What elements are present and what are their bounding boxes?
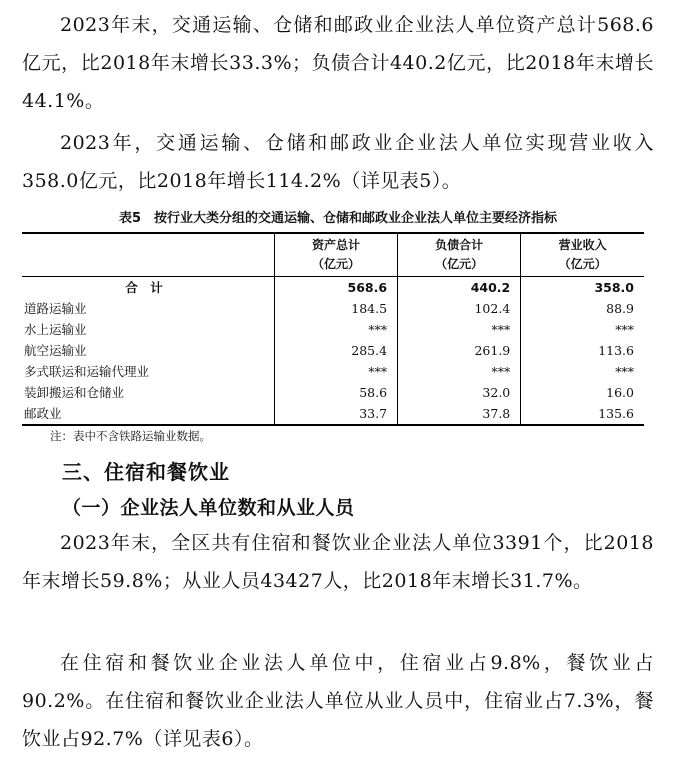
row-name: 航空运输业 xyxy=(24,343,87,358)
header-revenue xyxy=(521,233,644,277)
table-note: 注：表中不含铁路运输业数据。 xyxy=(50,429,211,443)
header-assets-label: 资产总计 xyxy=(311,238,360,252)
cell-liabilities: 102.4 xyxy=(398,298,521,319)
economic-indicators-table xyxy=(22,232,644,426)
row-name: 道路运输业 xyxy=(24,301,87,316)
cell-assets: 58.6 xyxy=(274,382,397,403)
header-assets-unit: （亿元） xyxy=(311,257,360,271)
cell-revenue: 135.6 xyxy=(521,403,644,425)
cell-liabilities: *** xyxy=(398,361,521,382)
table-title: 表5 按行业大类分组的交通运输、仓储和邮政业企业法人单位主要经济指标 xyxy=(118,211,558,226)
header-liabilities-label: 负债合计 xyxy=(435,238,484,252)
cell-revenue: 358.0 xyxy=(521,277,644,299)
cell-liabilities: *** xyxy=(398,319,521,340)
row-name: 多式联运和运输代理业 xyxy=(24,364,150,379)
cell-revenue: 88.9 xyxy=(521,298,644,319)
cell-revenue: *** xyxy=(521,319,644,340)
paragraph-shares: 在住宿和餐饮业企业法人单位中，住宿业占9.8%，餐饮业占90.2%。在住宿和餐饮业企业法人单位从业人员中，住宿业占7.3%，餐饮业占92.7%（详见表6）。 xyxy=(22,652,654,750)
paragraph-units-employees: 2023年末，全区共有住宿和餐饮业企业法人单位3391个，比2018年末增长59.8%；从业人员43427人，比2018年末增长31.7%。 xyxy=(22,532,654,592)
row-name: 合 计 xyxy=(125,280,163,295)
paragraph-assets: 2023年末，交通运输、仓储和邮政业企业法人单位资产总计568.6亿元，比2018年末增长33.3%；负债合计440.2亿元，比2018年末增长44.1%。 xyxy=(22,14,654,112)
section-heading: 三、住宿和餐饮业 xyxy=(62,460,230,484)
cell-revenue: *** xyxy=(521,361,644,382)
table-row xyxy=(22,340,644,361)
cell-assets: *** xyxy=(274,361,397,382)
header-liabilities-unit: （亿元） xyxy=(435,257,484,271)
table-row-total xyxy=(22,277,644,299)
row-name: 邮政业 xyxy=(24,406,62,421)
cell-liabilities: 32.0 xyxy=(398,382,521,403)
table-row xyxy=(22,319,644,340)
header-liabilities xyxy=(398,233,521,277)
header-revenue-label: 营业收入 xyxy=(558,238,607,252)
cell-assets: 184.5 xyxy=(274,298,397,319)
row-name: 水上运输业 xyxy=(24,322,87,337)
table-row xyxy=(22,382,644,403)
cell-revenue: 16.0 xyxy=(521,382,644,403)
cell-assets: *** xyxy=(274,319,397,340)
paragraph-revenue: 2023年，交通运输、仓储和邮政业企业法人单位实现营业收入358.0亿元，比2018年增长114.2%（详见表5）。 xyxy=(22,132,654,192)
row-name: 装卸搬运和仓储业 xyxy=(24,385,125,400)
cell-assets: 568.6 xyxy=(274,277,397,299)
header-blank-cell xyxy=(22,233,274,277)
table-header-row xyxy=(22,233,644,277)
cell-revenue: 113.6 xyxy=(521,340,644,361)
cell-assets: 33.7 xyxy=(274,403,397,425)
sub-heading: （一）企业法人单位数和从业人员 xyxy=(62,497,355,519)
cell-liabilities: 440.2 xyxy=(398,277,521,299)
cell-liabilities: 37.8 xyxy=(398,403,521,425)
table-row xyxy=(22,403,644,425)
cell-liabilities: 261.9 xyxy=(398,340,521,361)
table-row xyxy=(22,298,644,319)
header-assets xyxy=(274,233,397,277)
cell-assets: 285.4 xyxy=(274,340,397,361)
header-revenue-unit: （亿元） xyxy=(558,257,607,271)
table-row xyxy=(22,361,644,382)
